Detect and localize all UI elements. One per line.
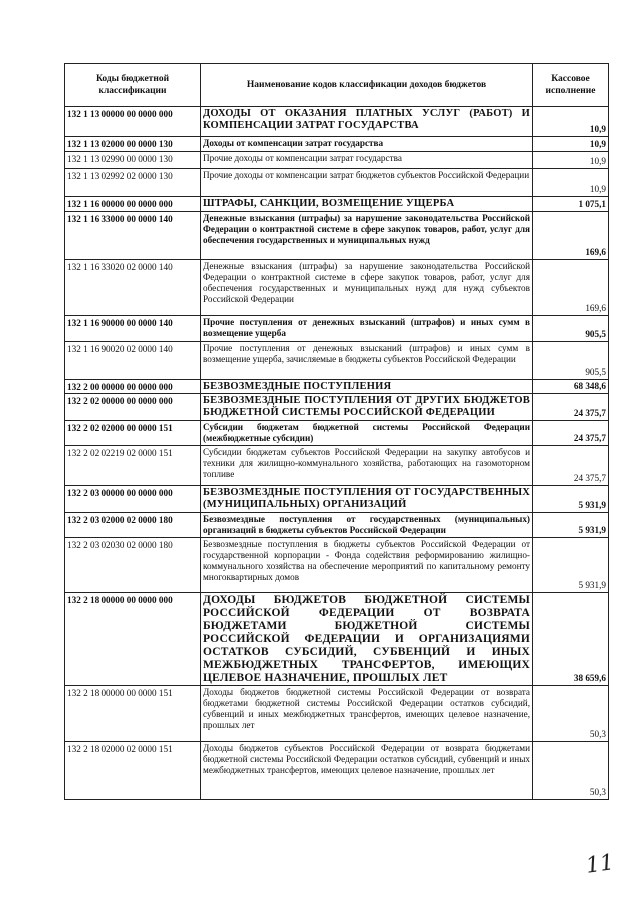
table-row — [65, 486, 609, 513]
row-code: 132 2 03 00000 00 0000 000 — [65, 486, 201, 513]
row-amount: 50,3 — [533, 686, 609, 742]
table-row — [65, 316, 609, 342]
row-name: Безвозмездные поступления в бюджеты субъектов Российской Федерации от государственной корпорации - Фонда содействия реформированию жилищно-коммунального хозяйства на обеспечение мероприятий по капитальному ремонту многоквартирных домов — [201, 538, 533, 593]
row-code: 132 1 16 90000 00 0000 140 — [65, 316, 201, 342]
row-amount: 5 931,9 — [533, 538, 609, 593]
row-amount: 5 931,9 — [533, 486, 609, 513]
row-code: 132 2 03 02000 02 0000 180 — [65, 513, 201, 538]
row-name: Доходы от компенсации затрат государства — [201, 137, 533, 152]
table-row — [65, 446, 609, 486]
row-name: ДОХОДЫ ОТ ОКАЗАНИЯ ПЛАТНЫХ УСЛУГ (РАБОТ) И КОМПЕНСАЦИИ ЗАТРАТ ГОСУДАРСТВА — [201, 107, 533, 137]
table-row — [65, 380, 609, 394]
row-name: Доходы бюджетов субъектов Российской Федерации от возврата бюджетами бюджетной системы Российской Федерации остатков субсидий, субвенций и иных межбюджетных трансфертов, имеющих целевое назначение, прошлых лет — [201, 742, 533, 800]
row-name: Прочие поступления от денежных взысканий (штрафов) и иных сумм в возмещение ущерба, зачисляемые в бюджеты субъектов Российской Федерации — [201, 342, 533, 380]
table-row — [65, 394, 609, 421]
table-header-row — [65, 64, 609, 107]
table-row — [65, 686, 609, 742]
row-code: 132 1 13 02990 00 0000 130 — [65, 152, 201, 169]
table-row — [65, 342, 609, 380]
row-amount: 905,5 — [533, 342, 609, 380]
row-code: 132 1 13 00000 00 0000 000 — [65, 107, 201, 137]
table-row — [65, 212, 609, 260]
row-amount: 68 348,6 — [533, 380, 609, 394]
table-row — [65, 152, 609, 169]
row-amount: 5 931,9 — [533, 513, 609, 538]
page-number: 11 — [584, 850, 616, 879]
row-name: Субсидии бюджетам бюджетной системы Российской Федерации (межбюджетные субсидии) — [201, 421, 533, 446]
row-name: Прочие поступления от денежных взысканий (штрафов) и иных сумм в возмещение ущерба — [201, 316, 533, 342]
row-code: 132 2 02 00000 00 0000 000 — [65, 394, 201, 421]
row-amount: 50,3 — [533, 742, 609, 800]
table-row — [65, 260, 609, 316]
budget-revenue-table — [64, 63, 609, 800]
row-code: 132 2 18 02000 02 0000 151 — [65, 742, 201, 800]
row-name: Прочие доходы от компенсации затрат бюджетов субъектов Российской Федерации — [201, 169, 533, 197]
row-amount: 169,6 — [533, 260, 609, 316]
row-code: 132 2 18 00000 00 0000 000 — [65, 593, 201, 686]
table-row — [65, 107, 609, 137]
header-names: Наименование кодов классификации доходов бюджетов — [201, 64, 533, 107]
table-row — [65, 742, 609, 800]
row-code: 132 1 16 90020 02 0000 140 — [65, 342, 201, 380]
row-name: ШТРАФЫ, САНКЦИИ, ВОЗМЕЩЕНИЕ УЩЕРБА — [201, 197, 533, 212]
row-name: ДОХОДЫ БЮДЖЕТОВ БЮДЖЕТНОЙ СИСТЕМЫ РОССИЙСКОЙ ФЕДЕРАЦИИ ОТ ВОЗВРАТА БЮДЖЕТАМИ БЮДЖЕТНОЙ СИСТЕМЫ РОССИЙСКОЙ ФЕДЕРАЦИИ И ОРГАНИЗАЦИЯМИ ОСТАТКОВ СУБСИДИЙ, СУБВЕНЦИЙ И ИНЫХ МЕЖБЮДЖЕТНЫХ ТРАНСФЕРТОВ, ИМЕЮЩИХ ЦЕЛЕВОЕ НАЗНАЧЕНИЕ, ПРОШЛЫХ ЛЕТ — [201, 593, 533, 686]
row-amount: 38 659,6 — [533, 593, 609, 686]
row-code: 132 1 16 33000 00 0000 140 — [65, 212, 201, 260]
row-amount: 10,9 — [533, 152, 609, 169]
table-row — [65, 513, 609, 538]
row-code: 132 2 00 00000 00 0000 000 — [65, 380, 201, 394]
table-row — [65, 593, 609, 686]
table-row — [65, 538, 609, 593]
table-row — [65, 421, 609, 446]
table-row — [65, 169, 609, 197]
row-name: Денежные взыскания (штрафы) за нарушение законодательства Российской Федерации о контрактной системе в сфере закупок товаров, работ, услуг для обеспечения государственных и муниципальных нужд — [201, 212, 533, 260]
row-name: Денежные взыскания (штрафы) за нарушение законодательства Российской Федерации о контрактной системе в сфере закупок товаров, работ, услуг для обеспечения государственных и муниципальных нужд для нужд субъектов Российской Федерации — [201, 260, 533, 316]
row-code: 132 2 03 02030 02 0000 180 — [65, 538, 201, 593]
row-amount: 24 375,7 — [533, 446, 609, 486]
row-code: 132 1 16 33020 02 0000 140 — [65, 260, 201, 316]
row-name: Субсидии бюджетам субъектов Российской Федерации на закупку автобусов и техники для жилищно-коммунального хозяйства, работающих на газомоторном топливе — [201, 446, 533, 486]
row-amount: 24 375,7 — [533, 394, 609, 421]
row-name: БЕЗВОЗМЕЗДНЫЕ ПОСТУПЛЕНИЯ ОТ ГОСУДАРСТВЕННЫХ (МУНИЦИПАЛЬНЫХ) ОРГАНИЗАЦИЙ — [201, 486, 533, 513]
table-row — [65, 137, 609, 152]
row-code: 132 2 02 02219 02 0000 151 — [65, 446, 201, 486]
header-amount: Кассовое исполнение — [533, 64, 609, 107]
row-code: 132 1 13 02000 00 0000 130 — [65, 137, 201, 152]
row-amount: 10,9 — [533, 169, 609, 197]
row-name: БЕЗВОЗМЕЗДНЫЕ ПОСТУПЛЕНИЯ — [201, 380, 533, 394]
row-amount: 10,9 — [533, 107, 609, 137]
row-code: 132 1 13 02992 02 0000 130 — [65, 169, 201, 197]
row-amount: 10,9 — [533, 137, 609, 152]
row-name: БЕЗВОЗМЕЗДНЫЕ ПОСТУПЛЕНИЯ ОТ ДРУГИХ БЮДЖЕТОВ БЮДЖЕТНОЙ СИСТЕМЫ РОССИЙСКОЙ ФЕДЕРАЦИИ — [201, 394, 533, 421]
row-name: Безвозмездные поступления от государственных (муниципальных) организаций в бюджеты субъектов Российской Федерации — [201, 513, 533, 538]
row-code: 132 2 18 00000 00 0000 151 — [65, 686, 201, 742]
header-codes: Коды бюджетной классификации — [65, 64, 201, 107]
row-amount: 1 075,1 — [533, 197, 609, 212]
row-amount: 905,5 — [533, 316, 609, 342]
row-name: Доходы бюджетов бюджетной системы Российской Федерации от возврата бюджетами бюджетной системы Российской Федерации остатков субсидий, субвенций и иных межбюджетных трансфертов, имеющих целевое назначение, прошлых лет — [201, 686, 533, 742]
row-amount: 169,6 — [533, 212, 609, 260]
row-name: Прочие доходы от компенсации затрат государства — [201, 152, 533, 169]
row-amount: 24 375,7 — [533, 421, 609, 446]
document-sheet — [64, 63, 608, 800]
table-row — [65, 197, 609, 212]
row-code: 132 2 02 02000 00 0000 151 — [65, 421, 201, 446]
row-code: 132 1 16 00000 00 0000 000 — [65, 197, 201, 212]
